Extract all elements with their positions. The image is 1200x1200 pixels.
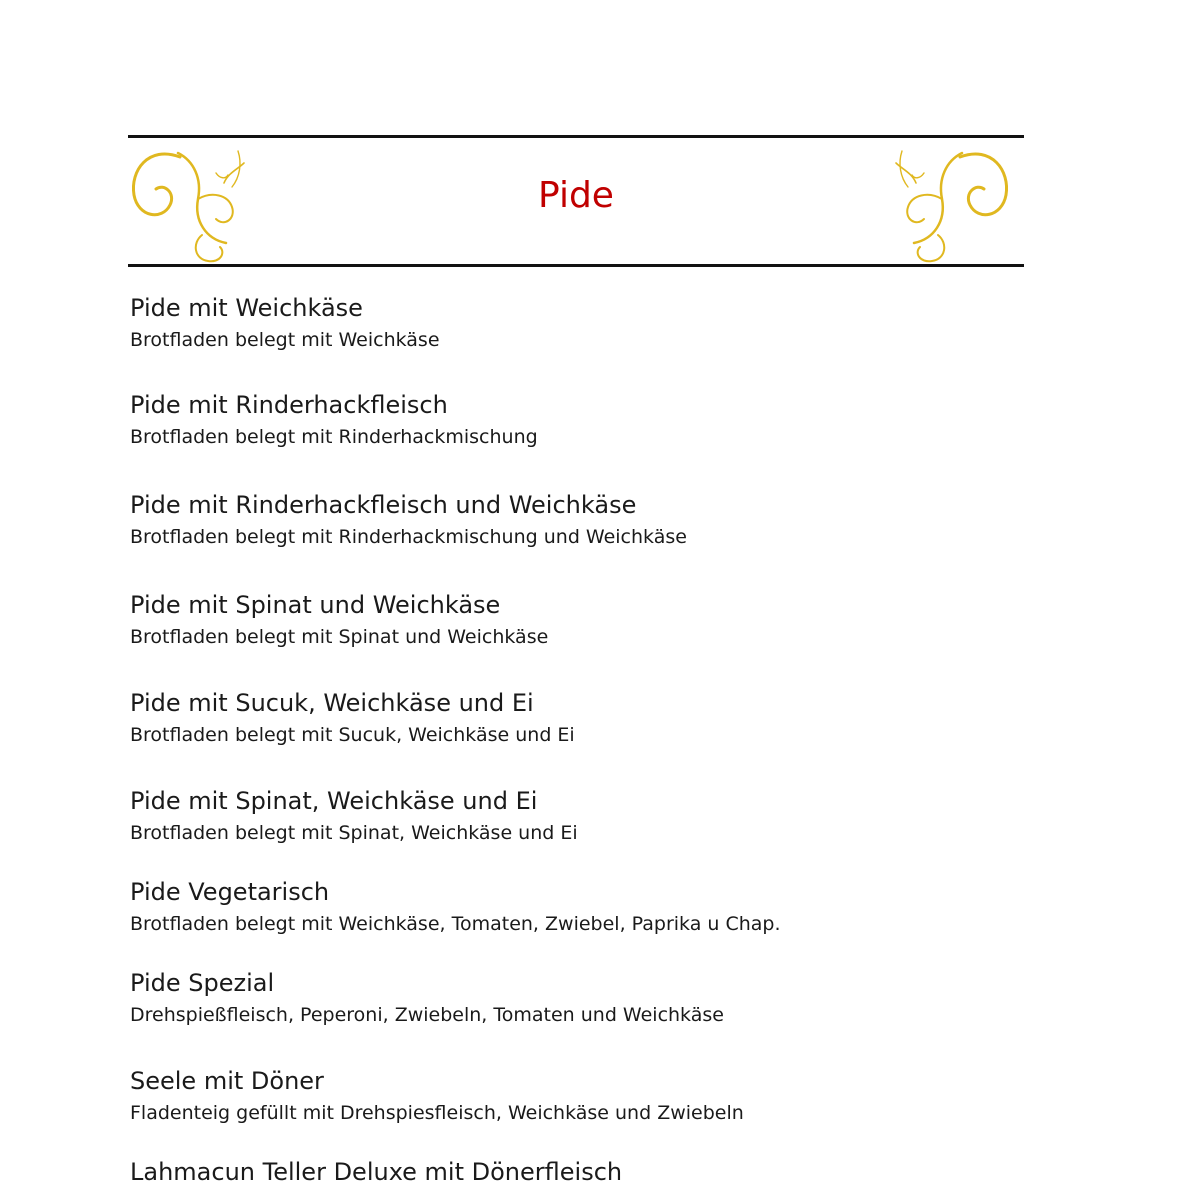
menu-item [130,1157,1030,1187]
item-description: Brotfladen belegt mit Spinat, Weichkäse und Ei [130,822,578,844]
gold-swirl-ornament-icon [892,143,1012,265]
item-name: Pide mit Weichkäse [130,294,363,322]
menu-item [130,490,1030,550]
item-name: Pide mit Rinderhackfleisch [130,391,448,419]
menu-item [130,688,1030,748]
banner-bottom-rule [128,264,1024,267]
menu-item [130,786,1030,846]
item-description: Brotfladen belegt mit Spinat und Weichkäse [130,626,549,648]
item-description: Fladenteig gefüllt mit Drehspiesfleisch, Weichkäse und Zwiebeln [130,1102,744,1124]
item-description: Brotfladen belegt mit Weichkäse [130,329,440,351]
banner-top-rule [128,135,1024,138]
item-description: Drehspießfleisch, Peperoni, Zwiebeln, Tomaten und Weichkäse [130,1004,724,1026]
menu-item [130,1066,1030,1126]
menu-item [130,293,1030,353]
section-banner [128,135,1024,267]
menu-item [130,590,1030,650]
item-name: Pide mit Sucuk, Weichkäse und Ei [130,689,534,717]
item-name: Lahmacun Teller Deluxe mit Dönerfleisch [130,1158,623,1186]
menu-item [130,877,1030,937]
item-name: Pide mit Spinat und Weichkäse [130,591,501,619]
item-description: Brotfladen belegt mit Rinderhackmischung [130,426,538,448]
item-name: Pide mit Rinderhackfleisch und Weichkäse [130,491,637,519]
section-title: Pide [538,175,614,216]
item-description: Brotfladen belegt mit Rinderhackmischung und Weichkäse [130,526,687,548]
item-description: Brotfladen belegt mit Weichkäse, Tomaten, Zwiebel, Paprika u Chap. [130,913,781,935]
item-name: Pide Spezial [130,969,275,997]
menu-item [130,390,1030,450]
item-name: Pide Vegetarisch [130,878,330,906]
item-name: Seele mit Döner [130,1067,324,1095]
item-description: Brotfladen belegt mit Sucuk, Weichkäse und Ei [130,724,575,746]
menu-item [130,968,1030,1028]
item-name: Pide mit Spinat, Weichkäse und Ei [130,787,538,815]
